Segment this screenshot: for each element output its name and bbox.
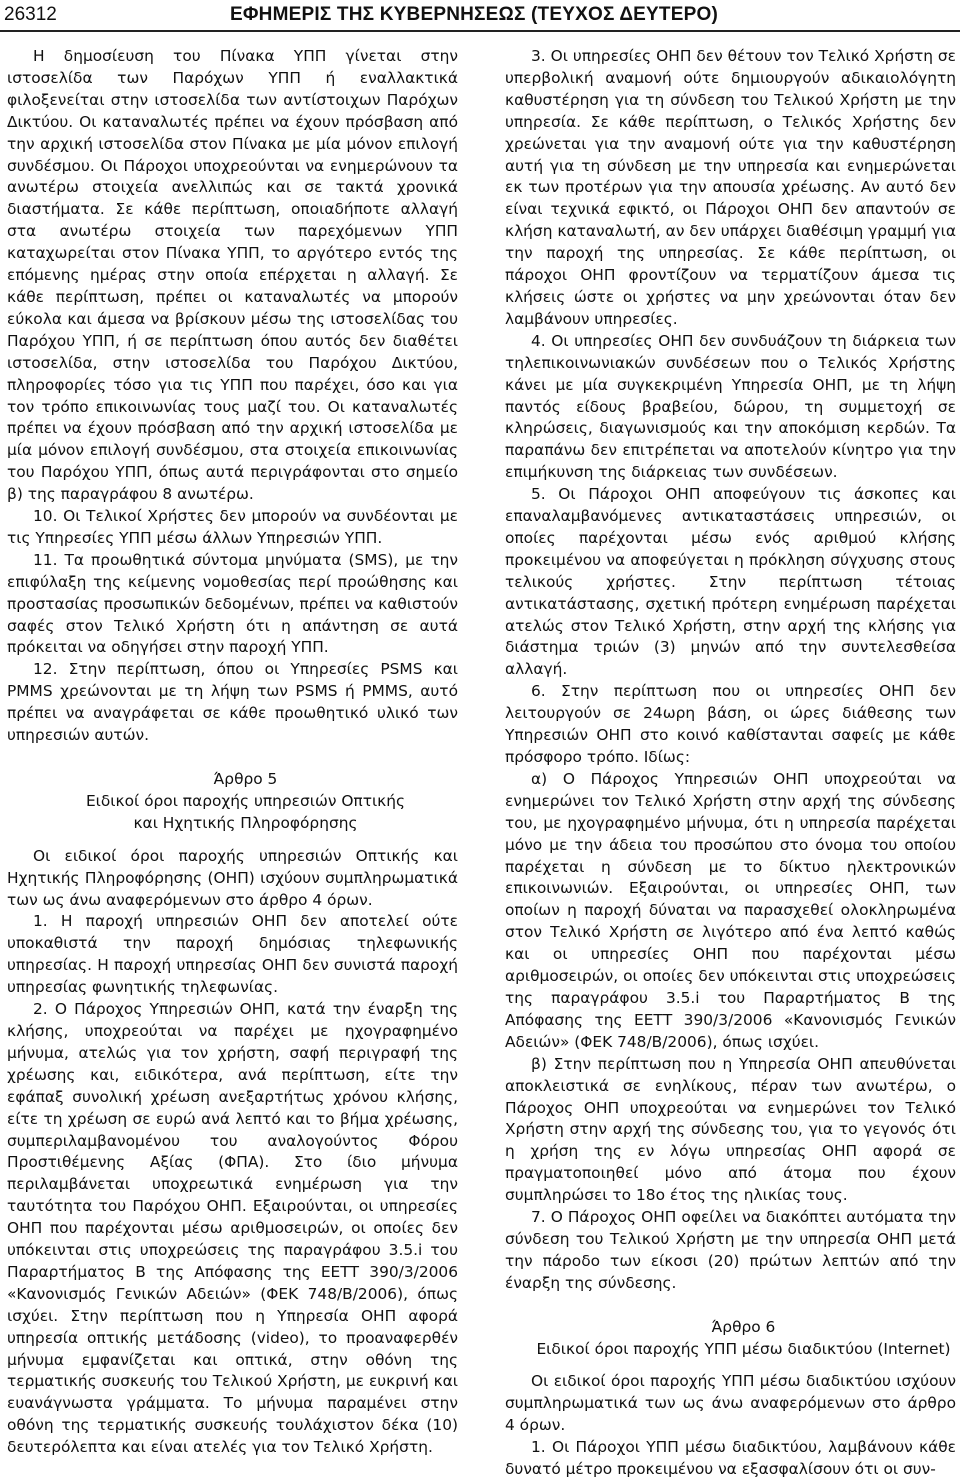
paragraph-12: 12. Στην περίπτωση, όπου οι Υπηρεσίες PSMS και PMMS χρεώνονται με τη λήψη των PSMS ή PMMS, αυτό πρέπει να αναγράφεται σε κάθε προωθητικό υλικό των υπηρεσιών αυτών. [7, 660, 458, 745]
right-column [505, 46, 956, 1481]
article-6-intro: Οι ειδικοί όροι παροχής ΥΠΠ μέσω διαδικτύου ισχύουν συμπληρωματικά των ως άνω αναφερόμενων στο άρθρο 4 όρων. [505, 1372, 956, 1435]
article-5-intro: Οι ειδικοί όροι παροχής υπηρεσιών Οπτικής και Ηχητικής Πληροφόρησης (ΟΗΠ) ισχύουν συμπληρωματικά των ως άνω αναφερόμενων στο άρθρο 4 όρων. [7, 846, 458, 909]
header-rule [0, 30, 960, 32]
article-5-paragraph-1: 1. Η παροχή υπηρεσιών ΟΗΠ δεν αποτελεί ούτε υποκαθιστά την παροχή δημόσιας τηλεφωνικής υπηρεσίας. Η παροχή υπηρεσίας ΟΗΠ δεν συνιστά παροχή υπηρεσίας φωνητικής τηλεφωνίας. [7, 912, 458, 997]
page-header [0, 0, 960, 32]
page-number: 26312 [4, 4, 57, 25]
article-5-paragraph-2: 2. Ο Πάροχος Υπηρεσιών ΟΗΠ, κατά την έναρξη της κλήσης, υποχρεούται να παρέχει με ηχογραφημένο μήνυμα, ατελώς για τον χρήστη, σαφή περιγραφή της χρέωσης και, ειδικότερα, ανά περίπτωση, είτε την εφάπαξ συνολική χρέωση ανεξαρτήτως χρόνου κλήσης, είτε τη χρέωση σε ευρώ ανά λεπτό και το βήμα χρέωσης, συμπεριλαμβανομένου του αναλογούντος Φόρου Προστιθέμενης Αξίας (ΦΠΑ). Στο ίδιο μήνυμα περιλαμβάνεται υποχρεωτικά ενημέρωση για την ταυτότητα του Παρόχου ΟΗΠ. Εξαιρούνται, οι υπηρεσίες ΟΗΠ που παρέχονται μέσω αριθμοσειρών, οι οποίες δεν υπόκεινται στις υποχρεώσεις της παραγράφου 3.5.i του Παραρτήματος Β της Απόφασης της ΕΕΤΤ 390/3/2006 «Κανονισμός Γενικών Αδειών» (ΦΕΚ 748/Β/2006), όπως ισχύει. Στην περίπτωση που η Υπηρεσία ΟΗΠ αφορά υπηρεσία οπτικής μετάδοσης (video), το προαναφερθέν μήνυμα εμφανίζεται και οπτικά, στην οθόνη της τερματικής συσκευής του Τελικού Χρήστη, με ευκρινή και ευανάγνωστα γράμματα. Το μήνυμα παραμένει στην οθόνη της τερματικής συσκευής τουλάχιστον δέκα (10) δευτερόλεπτα και είναι ατελές για τον Τελικό Χρήστη. [7, 1000, 458, 1457]
spacer [505, 1360, 956, 1371]
gazette-title: ΕΦΗΜΕΡΙΣ ΤΗΣ ΚΥΒΕΡΝΗΣΕΩΣ (ΤΕΥΧΟΣ ΔΕΥΤΕΡΟ) [230, 4, 718, 25]
spacer [7, 835, 458, 846]
spacer [505, 1295, 956, 1317]
article-5-subtitle-line2: και Ηχητικής Πληροφόρησης [133, 813, 358, 832]
article-6-subtitle: Ειδικοί όροι παροχής ΥΠΠ μέσω διαδικτύου (Internet) [536, 1339, 951, 1358]
article-6-paragraph-1: 1. Οι Πάροχοι ΥΠΠ μέσω διαδικτύου, λαμβάνουν κάθε δυνατό μέτρο προκειμένου να εξασφαλίσουν ότι οι συν- [505, 1438, 956, 1479]
article-5-paragraph-6b: β) Στην περίπτωση που η Υπηρεσία ΟΗΠ απευθύνεται αποκλειστικά σε ενηλίκους, πέραν των ανωτέρω, ο Πάροχος ΟΗΠ υποχρεούται να ενημερώνει τον Τελικό Χρήστη στην αρχή της σύνδεσης του, για το γεγονός ότι η χρήση της εν λόγω υπηρεσίας ΟΗΠ αφορά σε πραγματοποιηθεί μόνο από άτομα που έχουν συμπληρώσει το 18ο έτος της ηλικίας τους. [505, 1054, 956, 1205]
article-6-title: Άρθρο 6 [711, 1317, 776, 1336]
article-5-paragraph-6: 6. Στην περίπτωση που οι υπηρεσίες ΟΗΠ δεν λειτουργούν σε 24ωρη βάση, οι ώρες διάθεσης των Υπηρεσιών ΟΗΠ στο κοινό καθίστανται σαφείς με κάθε πρόσφορο τρόπο. Ιδίως: [505, 682, 956, 766]
left-column [7, 46, 458, 1459]
article-5-paragraph-5: 5. Οι Πάροχοι ΟΗΠ αποφεύγουν τις άσκοπες και επαναλαμβανόμενες αντικαταστάσεις υπηρεσιών, οι οποίες παρέχονται μέσω ενός αριθμού κλήσης προκειμένου να αποφεύγεται η πρόκληση σύγχυσης στους τελικούς χρήστες. Στην περίπτωση τέτοιας αντικατάστασης, σχετική πρότερη ενημέρωση παρέχεται ατελώς στον Τελικό Χρήστη, στην αρχή της κλήσης για διάστημα τριών (3) μηνών από την συντελεσθείσα αλλαγή. [505, 485, 956, 679]
paragraph-11: 11. Τα προωθητικά σύντομα μηνύματα (SMS), με την επιφύλαξη της κείμενης νομοθεσίας περί προώθησης και προστασίας προσωπικών δεδομένων, πρέπει να καθιστούν σαφές στον Τελικό Χρήστη ότι η απάντηση σε αυτά πρόκειται να οδηγήσει στην παροχή ΥΠΠ. [7, 550, 458, 657]
spacer [7, 747, 458, 769]
article-5-subtitle-line1: Ειδικοί όροι παροχής υπηρεσιών Οπτικής [85, 791, 406, 810]
paragraph-publication: Η δημοσίευση του Πίνακα ΥΠΠ γίνεται στην ιστοσελίδα των Παρόχων ΥΠΠ ή εναλλακτικά φιλοξενείται στην ιστοσελίδα των αντίστοιχων Παρόχων Δικτύου. Οι καταναλωτές πρέπει να έχουν πρόσβαση από την αρχική ιστοσελίδα στον Πίνακα με μία μόνον επιλογή συνδέσμου. Οι Πάροχοι υποχρεούνται να ενημερώνουν τα ανωτέρω στοιχεία ανελλιπώς και σε τακτά χρονικά διαστήματα. Σε κάθε περίπτωση, οποιαδήποτε αλλαγή στα ανωτέρω στοιχεία των παρεχόμενων ΥΠΠ καταχωρείται στον Πίνακα ΥΠΠ, το αργότερο εντός της επόμενης ημέρας στην οποία επέρχεται η αλλαγή. Σε κάθε περίπτωση, πρέπει οι καταναλωτές να μπορούν εύκολα και άμεσα να βρίσκουν μέσω της ιστοσελίδας του Παρόχου ΥΠΠ, ή σε περίπτωση όπου αυτός δεν διαθέτει ιστοσελίδα, στην ιστοσελίδα του Παρόχου Δικτύου, πληροφορίες τόσο για τις ΥΠΠ που παρέχει, όσο και για τον τρόπο επικοινωνίας τους μαζί του. Οι καταναλωτές πρέπει να έχουν πρόσβαση από την αρχική ιστοσελίδα με μία μόνον επιλογή συνδέσμου, στα στοιχεία επικοινωνίας του Παρόχου ΥΠΠ, όπως αυτά περιγράφονται στο σημείο β) της παραγράφου 8 ανωτέρω. [7, 47, 458, 504]
paragraph-10: 10. Οι Τελικοί Χρήστες δεν μπορούν να συνδέονται με τις Υπηρεσίες ΥΠΠ μέσω άλλων Υπηρεσιών ΥΠΠ. [7, 507, 458, 547]
article-5-paragraph-7: 7. Ο Πάροχος ΟΗΠ οφείλει να διακόπτει αυτόματα την σύνδεση του Τελικού Χρήστη με την υπηρεσία ΟΗΠ μετά την πάροδο των είκοσι (20) πρώτων λεπτών από την έναρξη της σύνδεσης. [505, 1208, 956, 1292]
article-5-paragraph-3: 3. Οι υπηρεσίες ΟΗΠ δεν θέτουν τον Τελικό Χρήστη σε υπερβολική αναμονή ούτε δημιουργούν αδικαιολόγητη καθυστέρηση για τη σύνδεση του Τελικού Χρήστη με την υπηρεσία. Σε κάθε περίπτωση, ο Τελικός Χρήστης δεν χρεώνεται για την αναμονή ούτε για την καθυστέρηση αυτή για τη σύνδεση με την υπηρεσία και ενημερώνεται εκ των προτέρων για την απουσία χρέωσης. Αν αυτό δεν είναι τεχνικά εφικτό, οι Πάροχοι ΟΗΠ δεν απαντούν σε κλήση καταναλωτή, αν δεν υπάρχει διαθέσιμη γραμμή για την παροχή της υπηρεσίας. Σε κάθε περίπτωση, οι πάροχοι ΟΗΠ φροντίζουν να τερματίζουν άμεσα τις κλήσεις ώστε οι χρήστες να μην χρεώνονται όταν δεν λαμβάνουν υπηρεσίες. [505, 47, 956, 328]
article-5-paragraph-6a: α) Ο Πάροχος Υπηρεσιών ΟΗΠ υποχρεούται να ενημερώνει τον Τελικό Χρήστη στην αρχή της σύνδεσης του, με ηχογραφημένο μήνυμα, ότι η υπηρεσία παρέχεται μόνο με την άδεια του προσώπου στο όνομα του οποίου παρέχεται η σύνδεση με το δίκτυο ηλεκτρονικών επικοινωνιών. Εξαιρούνται, οι υπηρεσίες ΟΗΠ, των οποίων η παροχή δύναται να παρασχεθεί ολοκληρωμένα στον Τελικό Χρήστη σε λιγότερο από ένα λεπτό καθώς και οι υπηρεσίες ΟΗΠ που παρέχονται μέσω αριθμοσειρών, οι οποίες δεν υπόκεινται στις υποχρεώσεις της παραγράφου 3.5.i του Παραρτήματος Β της Απόφασης της ΕΕΤΤ 390/3/2006 «Κανονισμός Γενικών Αδειών» (ΦΕΚ 748/Β/2006), όπως ισχύει. [505, 769, 956, 1051]
article-5-paragraph-4: 4. Οι υπηρεσίες ΟΗΠ δεν συνδυάζουν τη διάρκεια των τηλεπικοινωνιακών συνδέσεων που ο Τελικός Χρήστης κάνει με μία συγκεκριμένη Υπηρεσία ΟΗΠ, με τη λήψη παντός είδους βραβείου, δώρου, τη συμμετοχή σε κληρώσεις, διαγωνισμούς και την αποκόμιση κερδών. Τα παραπάνω δεν επιτρέπεται να αποτελούν κίνητρο για την επιμήκυνση της διάρκειας των συνδέσεων. [505, 331, 956, 482]
article-5-title: Άρθρο 5 [213, 770, 278, 788]
